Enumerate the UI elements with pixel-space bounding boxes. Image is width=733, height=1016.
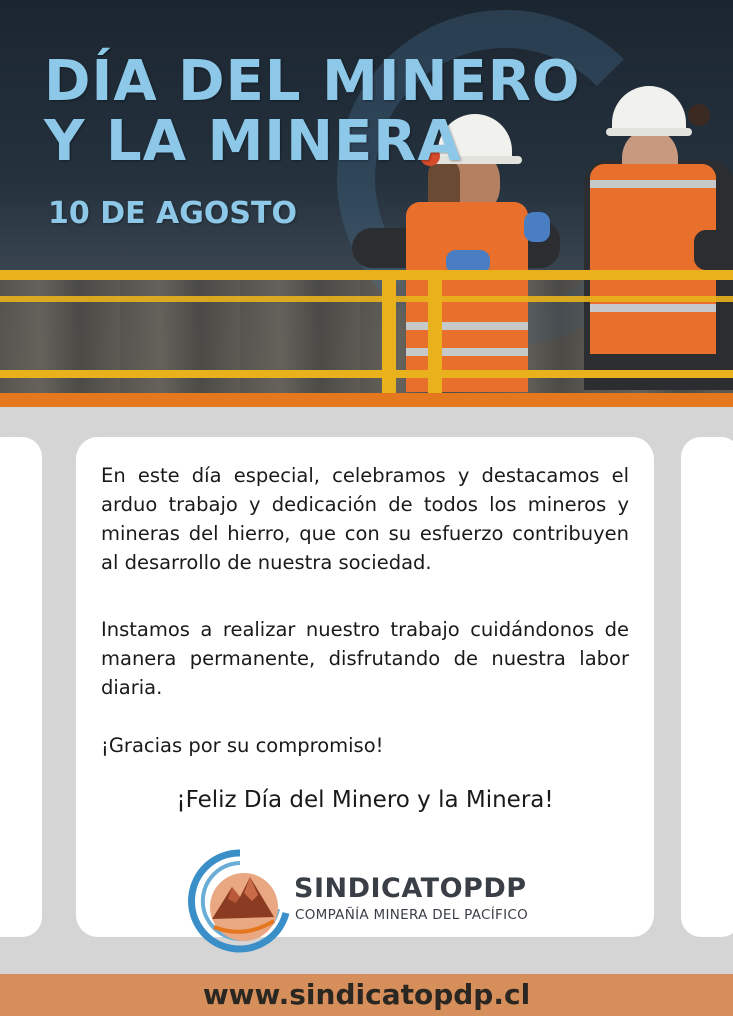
hero-date: 10 DE AGOSTO xyxy=(48,196,297,231)
logo-name: SINDICATOPDP xyxy=(294,873,527,904)
hero-railing-post xyxy=(382,280,396,393)
side-card-left xyxy=(0,437,42,937)
hero-worker-man xyxy=(580,80,733,395)
footer-bar xyxy=(0,974,733,1016)
orange-divider xyxy=(0,393,733,407)
hero-railing-mid xyxy=(0,296,733,302)
message-card xyxy=(76,437,654,937)
side-card-right xyxy=(681,437,733,937)
mountain-circle-logo-icon xyxy=(186,847,294,955)
hero-railing-post xyxy=(428,280,442,393)
message-paragraph-2: Instamos a realizar nuestro trabajo cuidándonos de manera permanente, disfrutando de nuestra labor diaria. xyxy=(101,618,629,699)
hero-title-line1: DÍA DEL MINERO xyxy=(44,49,581,114)
hero-railing-low xyxy=(0,370,733,378)
footer-website-link[interactable]: www.sindicatopdp.cl xyxy=(202,978,531,1011)
hero-banner xyxy=(0,0,733,395)
logo-subtitle: COMPAÑÍA MINERA DEL PACÍFICO xyxy=(295,907,529,923)
message-paragraph-3: ¡Gracias por su compromiso! xyxy=(101,734,384,757)
message-paragraph-1: En este día especial, celebramos y destacamos el arduo trabajo y dedicación de todos los mineros y mineras del hierro, que con su esfuerzo contribuyen al desarrollo de nuestra sociedad. xyxy=(101,464,629,574)
hero-title xyxy=(44,49,581,174)
closing-greeting: ¡Feliz Día del Minero y la Minera! xyxy=(176,787,554,813)
hero-title-line2: Y LA MINERA xyxy=(44,109,462,174)
hero-railing-top xyxy=(0,270,733,280)
